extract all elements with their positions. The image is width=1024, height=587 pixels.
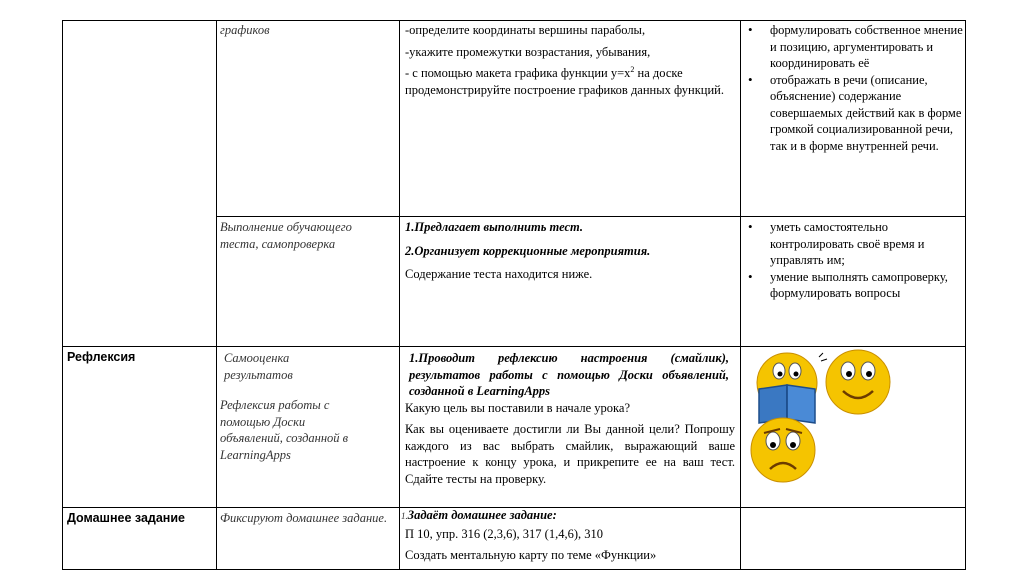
table-border-col2 bbox=[399, 20, 400, 570]
smileys-illustration bbox=[743, 347, 963, 506]
test-teacher bbox=[405, 219, 735, 283]
table-border-top bbox=[62, 20, 966, 21]
homework-teacher-title: 1.Задаёт домашнее задание: bbox=[401, 508, 557, 522]
homework-teacher-line1: П 10, упр. 316 (2,3,6), 317 (1,4,6), 310 bbox=[405, 526, 603, 541]
homework-activity: Фиксируют домашнее задание. bbox=[220, 511, 388, 525]
table-border-col3 bbox=[740, 20, 741, 570]
reading-smiley-icon bbox=[751, 349, 831, 425]
test-skills bbox=[742, 219, 964, 302]
test-teacher-line2: 2.Организует коррекционные мероприятия. bbox=[405, 243, 651, 258]
graphs-activity: графиков bbox=[220, 23, 270, 37]
reflection-teacher-q2: Как вы оцениваете достигли ли Вы данной цели? Попрошу каждого из вас выбрать смайлик, выражающий ваше настроение к концу урока, и прикрепите ее на ваш тест. Сдайте тесты на проверку. bbox=[405, 422, 735, 486]
reflection-activity-2: Рефлексия работы с помощью Доски объявлений, созданной в LearningApps bbox=[220, 398, 349, 462]
reflection-teacher-bold: 1.Проводит рефлексию настроения (смайлик), результатов работы с помощью Доски объявлений, созданной в LearningApps bbox=[409, 351, 729, 398]
test-teacher-line1: 1.Предлагает выполнить тест. bbox=[405, 220, 584, 234]
reflection-stage: Рефлексия bbox=[67, 350, 136, 364]
reflection-activity-1: Самооценка результатов bbox=[224, 351, 293, 382]
skill-item: • отображать в речи (описание, объяснение) содержание совершаемых действий как в форме громкой социализированной речи, так и в форме внутренней речи. bbox=[742, 72, 964, 155]
table-border-left bbox=[62, 20, 63, 570]
exponent: 2 bbox=[630, 64, 635, 74]
graphs-teacher-line1: -определите координаты вершины параболы, bbox=[405, 23, 646, 37]
graphs-teacher-line2: -укажите промежутки возрастания, убывания, bbox=[405, 44, 651, 59]
reflection-teacher bbox=[405, 350, 735, 487]
homework-teacher bbox=[401, 507, 735, 564]
table-border-row1 bbox=[216, 216, 966, 217]
table-border-right bbox=[965, 20, 966, 570]
test-activity: Выполнение обучающего теста, самопроверка bbox=[220, 220, 352, 251]
table-border-col1 bbox=[216, 20, 217, 570]
homework-teacher-line2: Создать ментальную карту по теме «Функции» bbox=[405, 548, 657, 562]
happy-smiley-icon bbox=[823, 347, 893, 417]
sad-smiley-icon bbox=[748, 415, 818, 485]
homework-stage: Домашнее задание bbox=[67, 511, 185, 525]
test-teacher-line3: Содержание теста находится ниже. bbox=[405, 267, 593, 281]
skill-item: • умение выполнять самопроверку, формулировать вопросы bbox=[742, 269, 964, 302]
graphs-skills bbox=[742, 22, 964, 154]
reflection-teacher-q1: Какую цель вы поставили в начале урока? bbox=[405, 400, 631, 415]
graphs-teacher bbox=[405, 22, 735, 98]
skill-item: • формулировать собственное мнение и позицию, аргументировать и координировать её bbox=[742, 22, 964, 72]
graphs-teacher-line3: - с помощью макета графика функции $y=x^2$ на доске продемонстрируйте построение графиков данных функций. bbox=[405, 64, 725, 97]
reflection-activity bbox=[220, 350, 390, 463]
table-border-bottom bbox=[62, 569, 966, 570]
skill-item: • уметь самостоятельно контролировать своё время и управлять им; bbox=[742, 219, 964, 269]
